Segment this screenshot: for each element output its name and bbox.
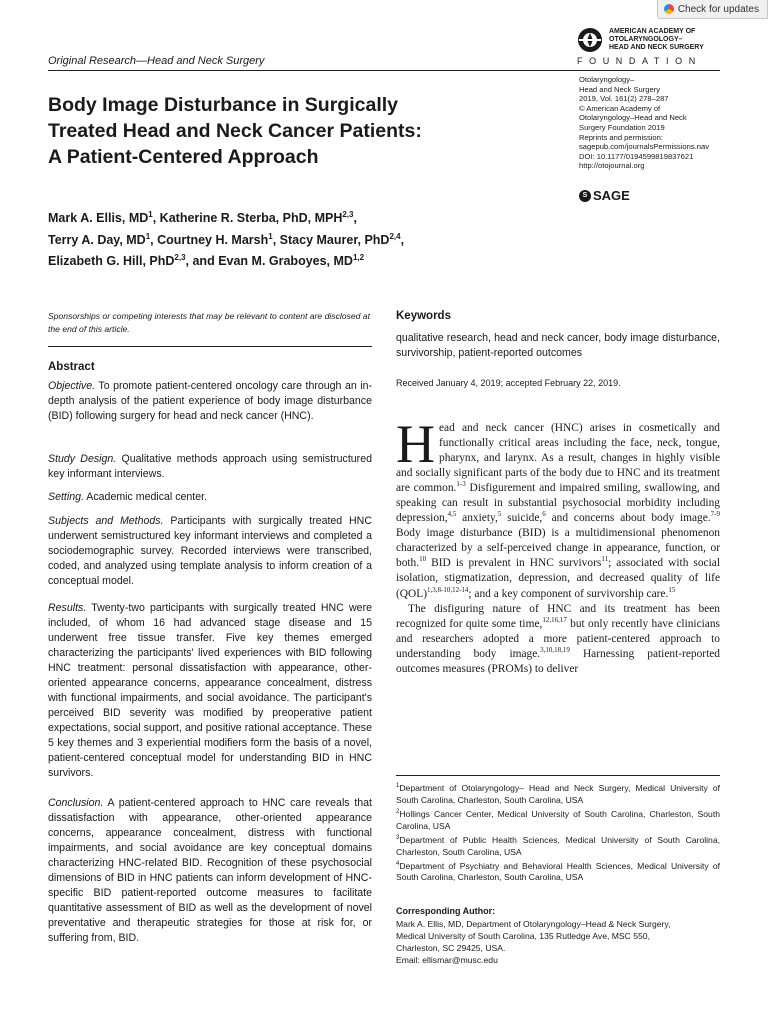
body-paragraph [396,602,720,677]
subjects-label: Subjects and Methods. [48,515,164,527]
study-design-label: Study Design. [48,453,117,465]
journal-info-line: Head and Neck Surgery [579,84,661,94]
citation[interactable]: 4,5 [447,510,457,519]
body-text-run: The disfiguring nature of HNC and its treatment has been recognized for quite some time, [396,602,720,630]
citation[interactable]: 15 [668,585,676,594]
body-text [396,414,721,677]
title-line: Treated Head and Neck Cancer Patients: [48,120,422,142]
conclusion-label: Conclusion. [48,797,104,809]
sage-logo-icon: S [579,190,591,202]
results-text: Twenty-two participants with surgically treated HNC were included, of whom 16 had advanced stage disease and 15 underwent free tissue transfer. Five key themes emerged characterizing the participants' lived experiences with BID following HNC treatment: personal dissatisfaction with appearance, other-oriented appearance concerns, appearance concealment, distress with functional impairments, and social avoidance. The participant's perceived BID severity was modified by preoperative patient expectations, social support, and positive rational acceptance. These 5 key themes and 3 experiential modifiers form the basis of a novel, patient-centered conceptual model for understanding BID in HNC survivors. [48,602,372,779]
abstract-rule [48,346,372,347]
body-text-run: suicide, [501,512,543,525]
study-design-text: Qualitative methods approach using semistructured key informant interviews. [48,453,372,480]
body-text-run: anxiety, [456,512,498,525]
body-text-run: Disfigurement and impaired smiling, swallowing, and speaking can result in substantial psychosocial morbidity including depression, [396,482,721,525]
abstract-subjects [48,514,372,589]
section-label: Original Research—Head and Neck Surgery [48,55,265,67]
citation[interactable]: 11 [601,555,609,564]
journal-info-line: Reprints and permission: [579,132,663,142]
title-line: Body Image Disturbance in Surgically [48,94,399,116]
sponsorship-note: Sponsorships or competing interests that may be relevant to content are disclosed at the end of this article. [48,311,370,334]
journal-info-line: 2019, Vol. 161(2) 278–287 [579,94,669,104]
author-separator: , [272,232,280,247]
citation[interactable]: 1-3 [456,480,466,489]
affiliation-item [396,832,720,858]
journal-info-line: Surgery Foundation 2019 [579,122,665,132]
author-list [48,206,548,271]
affiliation-number: 4 [396,860,400,867]
logo-line: OTOLARYNGOLOGY– [609,36,683,43]
citation[interactable]: 3,10,18,19 [540,645,570,654]
body-text-run: ead and neck cancer (HNC) arises in cosmetically and functionally critical areas including the face, neck, tongue, pharynx, and larynx. As a result, changes in highly visible and socially significant parts of the body due to HNC and its treatment are common. [396,422,720,495]
permissions-link[interactable]: sagepub.com/journalsPermissions.nav [579,142,710,152]
footnote-rule [396,775,720,776]
citation[interactable]: 6 [542,510,546,519]
drop-cap: H [396,414,435,474]
corresponding-line: Charleston, SC 29425, USA. [396,943,506,953]
corresponding-author-heading: Corresponding Author: [396,906,496,916]
body-text-run: and concerns about body image. [545,512,711,525]
affiliation-item [396,858,720,884]
keywords-heading: Keywords [396,310,451,322]
affiliation-text: Hollings Cancer Center, Medical University of South Carolina, Charleston, South Carolina, USA [396,808,720,831]
author-separator: , and [185,254,219,269]
results-label: Results. [48,602,87,614]
conclusion-text: A patient-centered approach to HNC care reveals that dissatisfaction with appearance, other-oriented appearance concerns, appearance concealment, distress with functional impairments, and social avoidance are key conceptual domains characterizing HNC-related BID. Recognition of these psychosocial dimensions of BID in HNC patients can inform development of HNC-specific BID patient-reported outcome measures to facilitate quantitative assessment of BID as well as the development of novel preventative and therapeutic strategies for those at risk for, or suffering from, BID. [48,797,372,944]
journal-info-line: Otolaryngology– [579,75,635,84]
author-name: Mark A. Ellis, MD [48,211,149,226]
objective-text: To promote patient-centered oncology care through an in-depth analysis of the patient experience of body image disturbance (BID) following surgery for head and neck cancer (HNC). [48,380,372,422]
doi-link[interactable]: DOI: 10.1177/0194599819837621 [579,151,694,161]
crossmark-icon [664,4,674,14]
body-paragraph [396,414,721,602]
author-name: Katherine R. Sterba, PhD, MPH [159,211,343,226]
affiliation-item [396,806,720,832]
author-affiliation: 2,4 [389,231,401,241]
body-text-run: Body image disturbance (BID) is a multidimensional phenomenon characterized by a self-perceived change in appearance, function, or both. [396,527,720,570]
author-separator: , [353,211,357,226]
author-separator: , [152,211,160,226]
affiliation-text: Department of Otolaryngology– Head and Neck Surgery, Medical University of South Carolina, Charleston, South Carolina, USA [396,782,720,805]
author-affiliation: 1 [148,210,153,219]
corresponding-line: Medical University of South Carolina, 135 Rutledge Ave, MSC 550, [396,931,650,941]
author-name: Stacy Maurer, PhD [279,232,390,247]
abstract-objective [48,379,372,424]
author-name: Evan M. Graboyes, MD [218,254,353,269]
affiliation-number: 2 [396,808,400,815]
article-title [48,92,518,170]
affiliation-text: Department of Public Health Sciences, Medical University of South Carolina, Charleston, South Carolina, USA [396,834,720,857]
author-affiliation: 1,2 [352,253,365,263]
sage-logo-text: SAGE [593,188,630,203]
journal-url-link[interactable]: http://otojournal.org [579,161,645,171]
body-text-run: Harnessing patient-reported outcomes measures (PROMs) to deliver [396,647,720,675]
title-line: A Patient-Centered Approach [48,146,319,168]
body-text-run: ; and a key component of survivorship care. [468,587,669,600]
citation[interactable]: 10 [419,555,427,564]
check-for-updates-button[interactable] [657,0,768,19]
journal-info-line: Otolaryngology–Head and Neck [579,113,687,123]
header-rule [48,70,720,71]
keywords-text: qualitative research, head and neck cancer, body image disturbance, survivorship, patient-reported outcomes [396,332,720,359]
citation[interactable]: 5 [497,510,502,519]
author-name: Elizabeth G. Hill, PhD [48,254,175,269]
journal-info-line: © American Academy of [579,103,661,113]
author-affiliation: 1 [268,231,273,241]
author-name: Courtney H. Marsh [157,232,269,247]
abstract-conclusion [48,796,372,946]
abstract-results [48,601,372,781]
author-name: Terry A. Day, MD [48,232,146,247]
objective-label: Objective. [48,380,96,392]
subjects-text: Participants with surgically treated HNC underwent semistructured key informant interviews and completed a sociodemographic survey. Recorded interviews were transcribed, coded, and analyzed using template analysis to inform creation of a conceptual model. [48,515,372,587]
affiliation-list [396,780,720,883]
sage-logo [579,188,630,203]
affiliation-number: 1 [396,783,400,789]
logo-line: AMERICAN ACADEMY OF [609,28,696,35]
logo-foundation: FOUNDATION [577,56,702,66]
abstract-study-design [48,452,372,482]
abstract-setting [48,490,372,505]
logo-line: HEAD AND NECK SURGERY [609,44,704,51]
author-separator: , [150,232,158,247]
citation[interactable]: 12,16,17 [542,615,567,624]
body-text-run: ; associated with social isolation, stigmatization, depression, and decreased quality of life (QOL) [396,557,721,600]
abstract-heading: Abstract [48,361,95,373]
citation[interactable]: 1,3,8-10,12-14 [427,585,469,594]
affiliation-item [396,780,720,806]
received-dates: Received January 4, 2019; accepted February 22, 2019. [396,378,621,388]
corresponding-email-link[interactable]: Email: ellismar@musc.edu [396,955,498,965]
author-separator: , [400,232,405,247]
affiliation-text: Department of Psychiatry and Behavioral Health Sciences, Medical University of South Carolina, Charleston, South Carolina, USA [396,860,720,883]
corresponding-line: Mark A. Ellis, MD, Department of Otolaryngology–Head & Neck Surgery, [396,919,671,929]
affiliation-number: 3 [396,834,400,841]
logo-text [609,28,729,52]
setting-text: Academic medical center. [83,491,208,503]
body-text-run: but only recently have clinicians and researchers adopted a more patient-centered approach to understanding body image. [396,617,720,660]
author-affiliation: 2,3 [342,210,354,219]
corresponding-author-details [396,918,720,966]
setting-label: Setting. [48,491,84,503]
author-affiliation: 2,3 [174,253,186,263]
journal-info [579,75,729,171]
aao-foundation-logo-icon [577,27,603,53]
body-text-run: BID is prevalent in HNC survivors [426,557,602,570]
check-for-updates-label: Check for updates [677,3,759,15]
author-affiliation: 1 [145,231,151,241]
citation[interactable]: 7-9 [710,510,720,519]
